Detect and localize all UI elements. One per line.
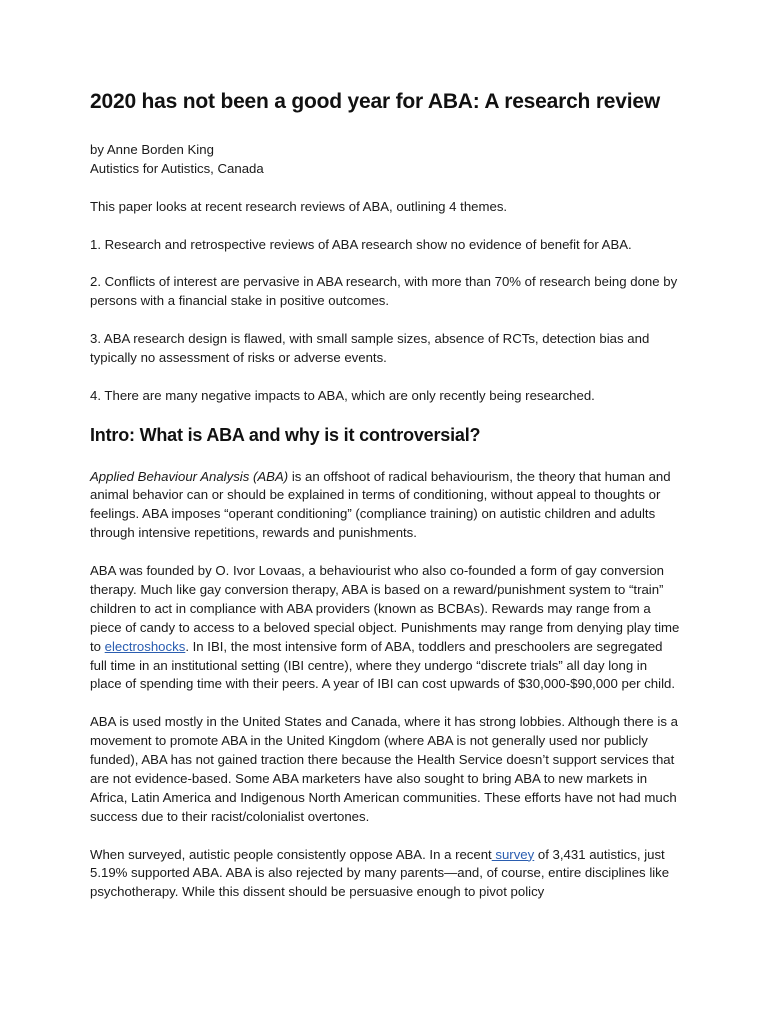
section-heading: Intro: What is ABA and why is it controversial? [90,424,481,445]
theme-1: 1. Research and retrospective reviews of ABA research show no evidence of benefit for ABA. [90,236,632,252]
aba-term: Applied Behaviour Analysis (ABA) [90,468,289,484]
theme-4: 4. There are many negative impacts to ABA, which are only recently being researched. [90,387,595,403]
aba-definition-text: is an offshoot of radical behaviourism, the theory that human and animal behavior can or should be explained in terms of conditioning, without appeal to thoughts or feelings. ABA imposes “operant conditioning” (compliance training) on autistic children and adults through intensive repetitions, rewards and punishments. [90,468,671,541]
electroshocks-link[interactable]: electroshocks [104,638,186,654]
paragraph-aba-survey [90,846,680,903]
theme-2: 2. Conflicts of interest are pervasive in ABA research, with more than 70% of research being done by persons with a financial stake in positive outcomes. [90,274,678,309]
history-text-start: ABA was founded by O. Ivor Lovaas, a behaviourist who also co-founded a form of gay conversion therapy. Much like gay conversion therapy, ABA is based on a reward/punishment system to “train” children to act in compliance with ABA providers (known as BCBAs). Rewards may range from a piece of candy to access to a beloved special object. Punishments may range from denying play time to [90,563,680,654]
history-text-end: . In IBI, the most intensive form of ABA, toddlers and preschoolers are segregated full time in an institutional setting (IBI centre), where they undergo “discrete trials” all day long in place of spending time with their peers. A year of IBI can cost upwards of $30,000-$90,000 per child. [90,638,675,692]
byline [90,141,680,179]
survey-text-start: When surveyed, autistic people consistently oppose ABA. In a recent [90,846,492,862]
paragraph-aba-definition [90,468,680,544]
document-title: 2020 has not been a good year for ABA: A research review [90,90,661,113]
author-line: by Anne Borden King [90,142,214,157]
survey-link[interactable]: survey [491,846,535,862]
paragraph-aba-geography: ABA is used mostly in the United States and Canada, where it has strong lobbies. Although there is a movement to promote ABA in the United Kingdom (where ABA is not generally used nor publicly funded), ABA has not gained traction there because the Health Service doesn’t support services that are not evidence-based. Some ABA marketers have also sought to bring ABA to new markets in Africa, Latin America and Indigenous North American communities. These efforts have not had much success due to their racist/colonialist overtones. [90,714,678,824]
theme-3: 3. ABA research design is flawed, with small sample sizes, absence of RCTs, detection bias and typically no assessment of risks or adverse events. [90,331,650,365]
survey-text-end: of 3,431 autistics, just 5.19% supported ABA. ABA is also rejected by many parents—and, of course, entire disciplines like psychotherapy. While this dissent should be persuasive enough to pivot policy [90,846,670,900]
intro-paragraph: This paper looks at recent research reviews of ABA, outlining 4 themes. [90,198,508,214]
organization-line: Autistics for Autistics, Canada [90,160,264,176]
paragraph-aba-history [90,562,680,694]
